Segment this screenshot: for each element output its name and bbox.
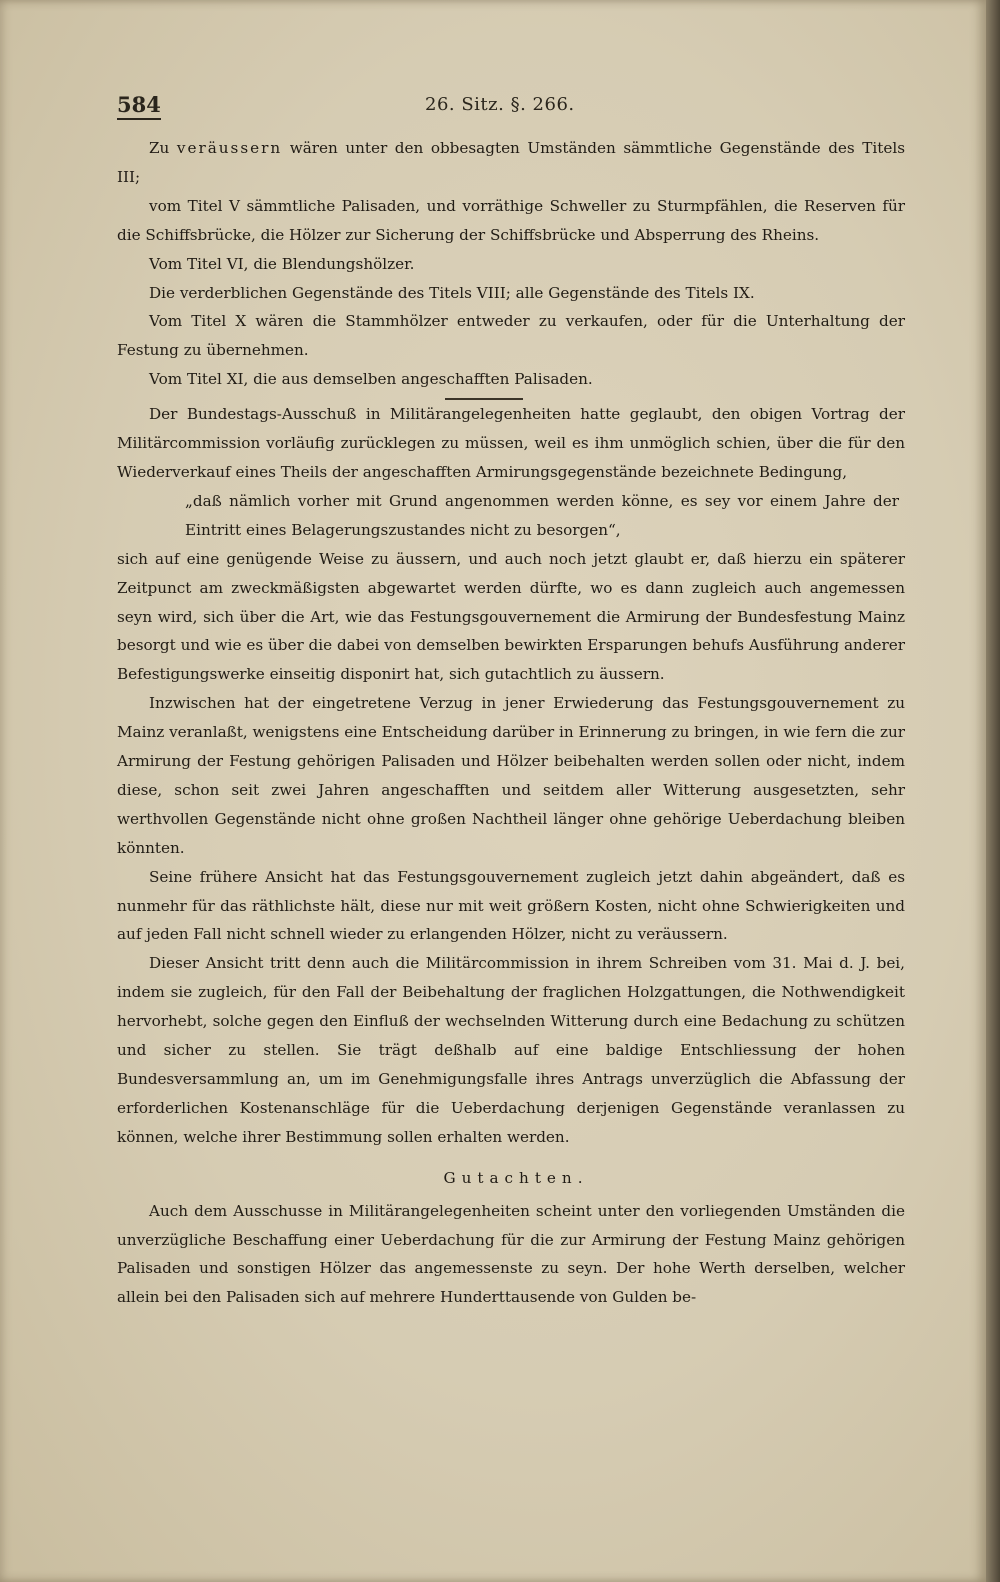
paragraph-titel-x: Vom Titel X wären die Stammhölzer entweder zu verkaufen, oder für die Unterhaltung der Festung zu übernehmen. [117,312,905,360]
section-heading-gutachten: Gutachten. [443,1168,589,1187]
page-number: 584 [117,92,161,120]
book-edge-shadow [986,0,1000,1582]
paragraph-titel-v: vom Titel V sämmtliche Palisaden, und vorräthige Schweller zu Sturmpfählen, die Reserven für die Schiffsbrücke, die Hölzer zur Sicherung der Schiffsbrücke und Absperrung des Rheins. [117,196,905,244]
paragraph-militaercommission: Dieser Ansicht tritt denn auch die Militärcommission in ihrem Schreiben vom 31. Mai d. J. bei, indem sie zugleich, für den Fall der Beibehaltung der fraglichen Holzgattungen, die Nothwendigkeit hervorhebt, solche gegen den Einfluß der wechselnden Witterung durch eine Bedachung zu schützen und sicher zu stellen. Sie trägt deßhalb auf eine baldige Entschliessung der hohen Bundesversammlung an, um im Genehmigungsfalle ihres Antrags unverzüglich die Abfassung der erforderlichen Kostenanschläge für die Ueberdachung derjenigen Gegenstände veranlassen zu können, welche ihrer Bestimmung sollen erhalten werden. [117,954,905,1146]
page-header [117,92,905,126]
quoted-condition: „daß nämlich vorher mit Grund angenommen werden könne, es sey vor einem Jahre der Eintritt eines Belagerungszustandes nicht zu besorgen“, [185,491,899,539]
body-text [117,134,905,1312]
paragraph-ansicht: Seine frühere Ansicht hat das Festungsgouvernement zugleich jetzt dahin abgeändert, daß es nunmehr für das räthlichste hält, diese nur mit weit größern Kosten, nicht ohne Schwierigkeiten und auf jeden Fall nicht schnell wieder zu erlangenden Hölzer, nicht zu veräussern. [117,867,905,944]
paragraph-titel-vi: Vom Titel VI, die Blendungshölzer. [149,254,415,273]
running-title: 26. Sitz. §. 266. [425,94,575,115]
paragraph-continuation: sich auf eine genügende Weise zu äussern, und auch noch jetzt glaubt er, daß hierzu ein späterer Zeitpunct am zweckmäßigsten abgewartet werden dürfte, wo es dann zugleich auch angemessen seyn wird, sich über die Art, wie das Festungsgouvernement die Armirung der Bundesfestung Mainz besorgt und wie es über die dabei von demselben bewirkten Ersparungen behufs Ausführung anderer Befestigungswerke einseitig disponirt hat, sich gutachtlich zu äussern. [117,549,905,684]
paragraph-ausschuss: Der Bundestags-Ausschuß in Militärangelegenheiten hatte geglaubt, den obigen Vortrag der Militärcommission vorläufig zurücklegen zu müssen, weil es ihm unmöglich schien, über die für den Wiederverkauf eines Theils der angeschafften Armirungsgegenstände bezeichnete Bedingung, [117,405,905,481]
paragraph-rest: wären unter den obbesagten Umständen sämmtliche Gegenstände des Titels III; [117,139,905,186]
paragraph-inzwischen: Inzwischen hat der eingetretene Verzug in jener Erwiederung das Festungsgouvernement zu Mainz veranlaßt, wenigstens eine Entscheidung darüber in Erinnerung zu bringen, in wie fern die zur Armirung der Festung gehörigen Palisaden und Hölzer beibehalten werden sollen oder nicht, indem diese, schon seit zwei Jahren angeschafften und seitdem aller Witterung ausgesetzten, sehr werthvollen Gegenstände nicht ohne großen Nachtheil länger ohne gehörige Ueberdachung bleiben könnten. [117,694,906,857]
paragraph-titel-iii [117,134,905,192]
emphasized-word: veräussern [176,139,283,157]
paragraph-titel-viii: Die verderblichen Gegenstände des Titels VIII; alle Gegenstände des Titels IX. [149,283,755,302]
paragraph-titel-xi: Vom Titel XI, die aus demselben angeschafften Palisaden. [149,370,593,389]
paragraph-lead: Zu [149,139,177,157]
paragraph-gutachten: Auch dem Ausschusse in Militärangelegenheiten scheint unter den vorliegenden Umständen die unverzügliche Beschaffung einer Ueberdachung für die zur Armirung der Festung Mainz gehörigen Palisaden und sonstigen Hölzer das angemessenste zu seyn. Der hohe Werth derselben, welcher allein bei den Palisaden sich auf mehrere Hunderttausende von Gulden be- [117,1201,905,1307]
